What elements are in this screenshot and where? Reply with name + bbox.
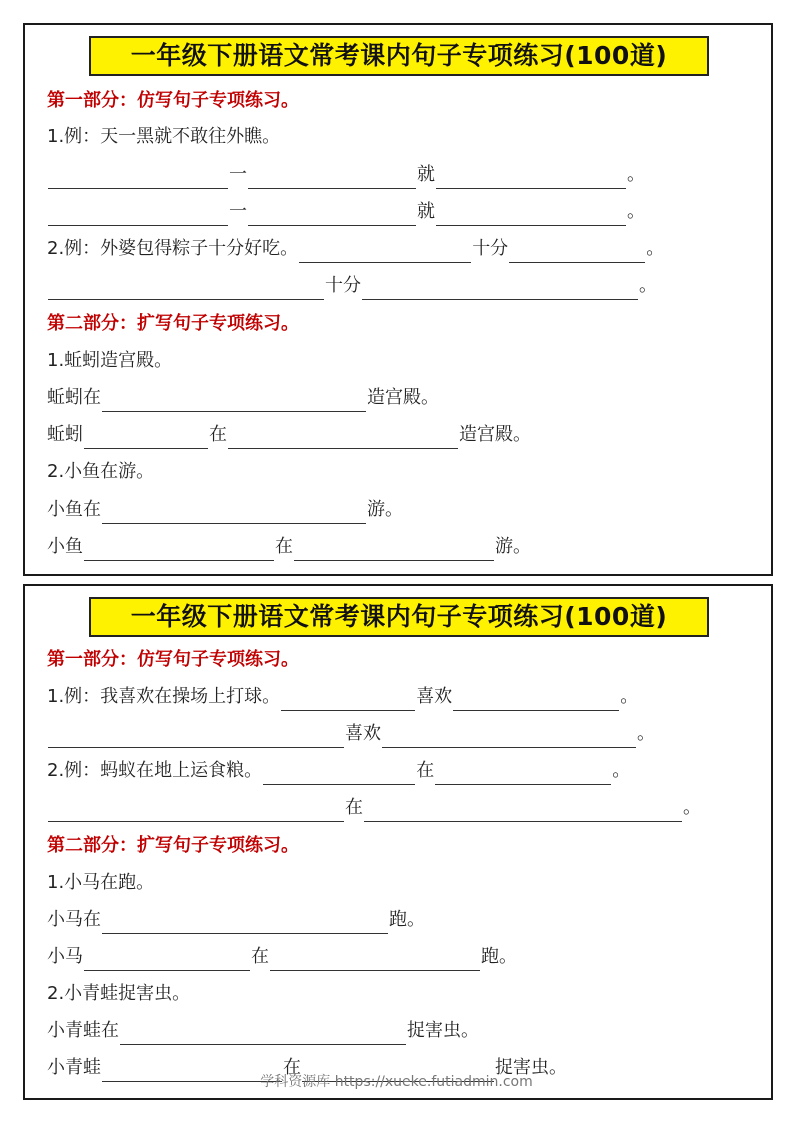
question-line: [47, 757, 630, 785]
period: 。: [627, 201, 645, 222]
period: 。: [627, 164, 645, 185]
period: 。: [620, 686, 639, 707]
answer-blank[interactable]: [509, 242, 645, 263]
part1-heading: 第一部分：仿写句子专项练习。: [47, 90, 299, 111]
answer-blank[interactable]: [120, 1024, 406, 1045]
keyword: 就: [417, 164, 435, 185]
answer-blank[interactable]: [435, 764, 611, 785]
answer-blank[interactable]: [299, 242, 471, 263]
question-line: [47, 347, 172, 375]
worksheet-card-2: [23, 584, 773, 1100]
sentence-start: 小马: [47, 946, 83, 967]
part1-heading: 第一部分：仿写句子专项练习。: [47, 649, 299, 670]
answer-line: [47, 794, 701, 822]
sentence-start: 蚯蚓: [47, 424, 83, 445]
keyword: 在: [209, 424, 227, 445]
answer-blank[interactable]: [102, 913, 388, 934]
part2-heading: 第二部分：扩写句子专项练习。: [47, 835, 299, 856]
part2-heading-line: [47, 832, 299, 860]
sentence-end: 游。: [495, 536, 531, 557]
keyword: 十分: [472, 238, 509, 259]
part1-heading-line: [47, 646, 299, 674]
answer-blank[interactable]: [263, 764, 415, 785]
answer-blank[interactable]: [270, 950, 480, 971]
watermark: 学科资源库 https://xueke.futiadmin.com: [260, 1074, 533, 1090]
worksheet-title: 一年级下册语文常考课内句子专项练习(100道): [89, 36, 709, 76]
keyword: 一: [229, 201, 247, 222]
answer-blank[interactable]: [84, 428, 208, 449]
keyword: 在: [275, 536, 293, 557]
keyword: 十分: [325, 275, 361, 296]
keyword: 就: [417, 201, 435, 222]
keyword: 喜欢: [345, 723, 381, 744]
keyword: 在: [345, 797, 363, 818]
question-prompt: 1.小马在跑。: [47, 872, 155, 893]
answer-line: [47, 496, 403, 524]
period: 。: [646, 238, 665, 259]
answer-line: [47, 533, 531, 561]
answer-blank[interactable]: [102, 503, 366, 524]
question-example: 2.例：外婆包得粽子十分好吃。: [47, 238, 299, 259]
question-line: [47, 458, 154, 486]
question-prompt: 1.蚯蚓造宫殿。: [47, 350, 173, 371]
sentence-end: 造宫殿。: [367, 387, 439, 408]
sentence-start: 小鱼在: [47, 499, 101, 520]
sentence-start: 小青蛙在: [47, 1020, 119, 1041]
question-line: [47, 235, 664, 263]
question-example: 1.例：我喜欢在操场上打球。: [47, 686, 281, 707]
answer-line: [47, 198, 645, 226]
question-line: [47, 123, 280, 151]
answer-line: [47, 384, 439, 412]
answer-blank[interactable]: [248, 205, 416, 226]
answer-blank[interactable]: [362, 279, 638, 300]
question-prompt: 2.小青蛙捉害虫。: [47, 983, 191, 1004]
answer-blank[interactable]: [48, 205, 228, 226]
answer-blank[interactable]: [436, 168, 626, 189]
period: 。: [683, 797, 701, 818]
answer-blank[interactable]: [48, 727, 344, 748]
answer-blank[interactable]: [453, 690, 619, 711]
answer-line: [47, 1017, 479, 1045]
part2-heading-line: [47, 310, 299, 338]
keyword: 在: [283, 1057, 301, 1078]
question-prompt: 2.小鱼在游。: [47, 461, 155, 482]
answer-line: [47, 161, 645, 189]
answer-blank[interactable]: [84, 950, 250, 971]
answer-blank[interactable]: [364, 801, 682, 822]
sentence-start: 小鱼: [47, 536, 83, 557]
sentence-end: 跑。: [389, 909, 425, 930]
question-line: [47, 980, 190, 1008]
sentence-end: 造宫殿。: [459, 424, 531, 445]
sentence-end: 跑。: [481, 946, 517, 967]
answer-blank[interactable]: [48, 801, 344, 822]
answer-blank[interactable]: [248, 168, 416, 189]
worksheet-title: 一年级下册语文常考课内句子专项练习(100道): [89, 597, 709, 637]
part1-heading-line: [47, 87, 299, 115]
sentence-end: 捉害虫。: [495, 1057, 567, 1078]
answer-blank[interactable]: [84, 540, 274, 561]
question-line: [47, 683, 638, 711]
sentence-start: 小马在: [47, 909, 101, 930]
answer-blank[interactable]: [48, 279, 324, 300]
period: 。: [637, 723, 655, 744]
answer-blank[interactable]: [294, 540, 494, 561]
period: 。: [639, 275, 657, 296]
question-example: 1.例：天一黑就不敢往外瞧。: [47, 126, 281, 147]
keyword: 喜欢: [416, 686, 453, 707]
period: 。: [612, 760, 631, 781]
answer-blank[interactable]: [436, 205, 626, 226]
question-line: [47, 869, 154, 897]
answer-line: [47, 720, 655, 748]
answer-blank[interactable]: [102, 391, 366, 412]
answer-line: [47, 272, 657, 300]
answer-line: [47, 906, 425, 934]
worksheet-card-1: [23, 23, 773, 576]
keyword: 在: [251, 946, 269, 967]
question-example: 2.例：蚂蚁在地上运食粮。: [47, 760, 263, 781]
answer-blank[interactable]: [281, 690, 415, 711]
keyword: 一: [229, 164, 247, 185]
answer-blank[interactable]: [228, 428, 458, 449]
sentence-end: 捉害虫。: [407, 1020, 479, 1041]
answer-line: [47, 421, 531, 449]
keyword: 在: [416, 760, 435, 781]
sentence-start: 小青蛙: [47, 1057, 101, 1078]
sentence-start: 蚯蚓在: [47, 387, 101, 408]
answer-blank[interactable]: [48, 168, 228, 189]
answer-line: [47, 943, 517, 971]
part2-heading: 第二部分：扩写句子专项练习。: [47, 313, 299, 334]
answer-blank[interactable]: [382, 727, 636, 748]
sentence-end: 游。: [367, 499, 403, 520]
